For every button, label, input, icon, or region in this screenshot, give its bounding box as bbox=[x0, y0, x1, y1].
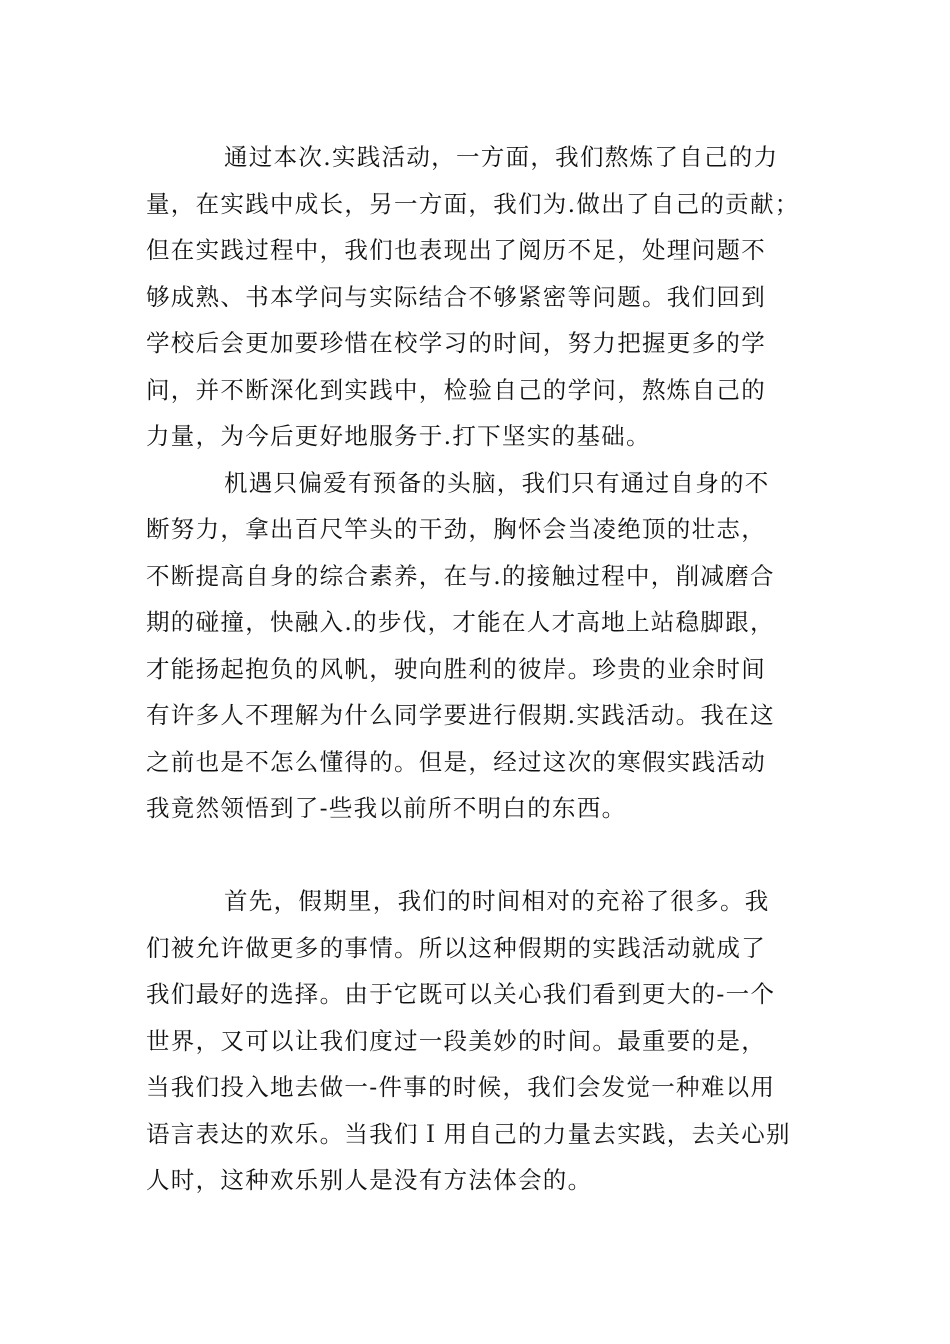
paragraph-line: 够成熟、书本学问与实际结合不够紧密等问题。我们回到 bbox=[146, 282, 766, 311]
document-body bbox=[146, 134, 811, 1204]
paragraph-line: 通过本次.实践活动，一方面，我们熬炼了自己的力 bbox=[224, 143, 779, 171]
paragraph-line: 世界，又可以让我们度过一段美妙的时间。最重要的是， bbox=[146, 1026, 766, 1055]
paragraph-line: 才能扬起抱负的风帆，驶向胜利的彼岸。珍贵的业余时间 bbox=[146, 654, 766, 683]
paragraph-line: 人时，这种欢乐别人是没有方法体会的。 bbox=[146, 1166, 593, 1194]
paragraph-line: 力量，为今后更好地服务于.打下坚实的基础。 bbox=[146, 422, 651, 450]
paragraph-3 bbox=[146, 878, 811, 1204]
paragraph-line: 我们最好的选择。由于它既可以关心我们看到更大的-一个 bbox=[146, 980, 776, 1008]
paragraph-line: 语言表达的欢乐。当我们Ｉ用自己的力量去实践，去关心别 bbox=[146, 1119, 791, 1148]
paragraph-1 bbox=[146, 134, 811, 460]
paragraph-line: 问，并不断深化到实践中，检验自己的学问，熬炼自己的 bbox=[146, 375, 766, 404]
paragraph-line: 断努力，拿出百尺竿头的干劲，胸怀会当凌绝顶的壮志， bbox=[146, 515, 766, 543]
paragraph-line: 我竟然领悟到了-些我以前所不明白的东西。 bbox=[146, 794, 627, 822]
paragraph-line: 有许多人不理解为什么同学要进行假期.实践活动。我在这 bbox=[146, 701, 775, 729]
paragraph-line: 期的碰撞，快融入.的步伐，才能在人才高地上站稳脚跟， bbox=[146, 608, 775, 636]
paragraph-line: 们被允许做更多的事情。所以这种假期的实践活动就成了 bbox=[146, 933, 766, 962]
paragraph-line: 学校后会更加要珍惜在校学习的时间，努力把握更多的学 bbox=[146, 329, 766, 357]
paragraph-line: 量，在实践中成长，另一方面，我们为.做出了自己的贡献； bbox=[146, 189, 800, 218]
paragraph-line: 首先，假期里，我们的时间相对的充裕了很多。我 bbox=[224, 887, 770, 915]
paragraph-line: 不断提高自身的综合素养，在与.的接触过程中，削减磨合 bbox=[146, 561, 775, 590]
paragraph-line: 机遇只偏爱有预备的头脑，我们只有通过自身的不 bbox=[224, 468, 770, 497]
paragraph-line: 当我们投入地去做一-件事的时候，我们会发觉一种难以用 bbox=[146, 1073, 776, 1101]
paragraph-line bbox=[146, 832, 811, 879]
paragraph-2 bbox=[146, 460, 811, 879]
paragraph-line: 但在实践过程中，我们也表现出了阅历不足，处理问题不 bbox=[146, 236, 766, 264]
paragraph-line: 之前也是不怎么懂得的。但是，经过这次的寒假实践活动 bbox=[146, 747, 766, 776]
